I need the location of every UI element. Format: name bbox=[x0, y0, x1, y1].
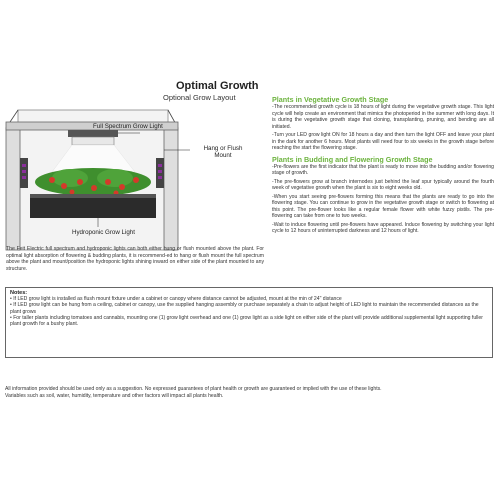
note-item: • For taller plants including tomatoes and cannabis, mounting one (1) grow light overhead and one (1) grow light as a side light on either side of the plant will provide additional supplemental light supporting fuller plant growth for a bushy plant. bbox=[10, 314, 483, 328]
grow-tray bbox=[30, 194, 156, 218]
label-hydroponic-grow-light: Hydroponic Grow Light bbox=[72, 229, 135, 236]
vegetative-paragraph-2: -Turn your LED grow light ON for 18 hours a day and then turn the light OFF and leave your plant in the dark for another 6 hours. Most plants will need four to six weeks in the growth stage before reaching the start the flowering stage. bbox=[272, 132, 494, 151]
hydroponic-light-right bbox=[156, 158, 164, 188]
note-item: • If LED grow light can be hung from a ceiling, cabinet or canopy, use the supplied hanging assembly or purchase separately a chain to adjust height of LED light to maintain the recommended distances as the plant grows bbox=[10, 302, 479, 315]
note-item: • If LED grow light is installed as flush mount fixture under a cabinet or canopy where distance cannot be adjusted, mount at the min of 24" distance bbox=[10, 296, 342, 302]
budding-paragraph-2: -The pre-flowers grow at branch internodes just behind the leaf spur typically around the fourth week of vegetative growth when the plant is six to eight weeks old. bbox=[272, 178, 494, 191]
layout-description: The Feit Electric full spectrum and hydroponic lights can both either hung or flush mounted above the plant. For optimal light absorption of flowering & budding plants, it is recommend-ed to hang or flush mount the full spectrum above the plant and mount/position the hydroponic lights shining inward on either side of the plant mounted to any structure. bbox=[6, 246, 264, 272]
page-subtitle: Optional Grow Layout bbox=[163, 93, 236, 102]
tomato-plants bbox=[35, 168, 151, 196]
label-full-spectrum-grow-light: Full Spectrum Grow Light bbox=[93, 123, 163, 130]
notes-title: Notes: bbox=[10, 290, 28, 296]
disclaimer bbox=[5, 386, 495, 399]
budding-heading: Plants in Budding and Flowering Growth Stage bbox=[272, 154, 433, 164]
disclaimer-line-1: All information provided should be used only as a suggestion. No expressed guarantees of plant health or growth are guaranteed or implied with the use of these lights. bbox=[5, 386, 382, 392]
page-title: Optimal Growth bbox=[176, 80, 259, 92]
disclaimer-line-2: Variables such as soil, water, humidity, temperature and other factors will impact all plants health. bbox=[5, 392, 224, 399]
vegetative-heading: Plants in Vegetative Growth Stage bbox=[272, 95, 389, 104]
budding-paragraph-3: -When you start seeing pre-flowers forming this means that the plants are ready to go into the flowering stage. You can continue to grow in the vegetative growth stage or switch to flowering at this point. The pre-flower looks like a regular female flower with white fuzzy pistils. The pre-flowering can take from one to two weeks. bbox=[272, 193, 494, 219]
label-hang-or-flush-mount: Hang or Flush Mount bbox=[203, 145, 243, 159]
growth-stages-column bbox=[272, 95, 494, 237]
budding-paragraph-1: -Pre-flowers are the first indicator that the plant is ready to move into the budding and/or flowering stage of growth. bbox=[272, 163, 494, 176]
vegetative-paragraph-1: -The recommended growth cycle is 18 hours of light during the vegetative growth stage. This light cycle will help create an environment that mimics the photoperiod in the summer with long days. It is during the vegetative growth stage that cloning, transplanting, pruning, and bending are all initiated. bbox=[272, 104, 494, 130]
budding-paragraph-4: -Wait to induce flowering until pre-flowers have appeared. Induce flowering by switching your light cycle to 12 hours of uninterrupted darkness and 12 hours of light. bbox=[272, 221, 494, 234]
notes-box bbox=[5, 287, 493, 358]
hydroponic-light-left bbox=[20, 158, 28, 188]
